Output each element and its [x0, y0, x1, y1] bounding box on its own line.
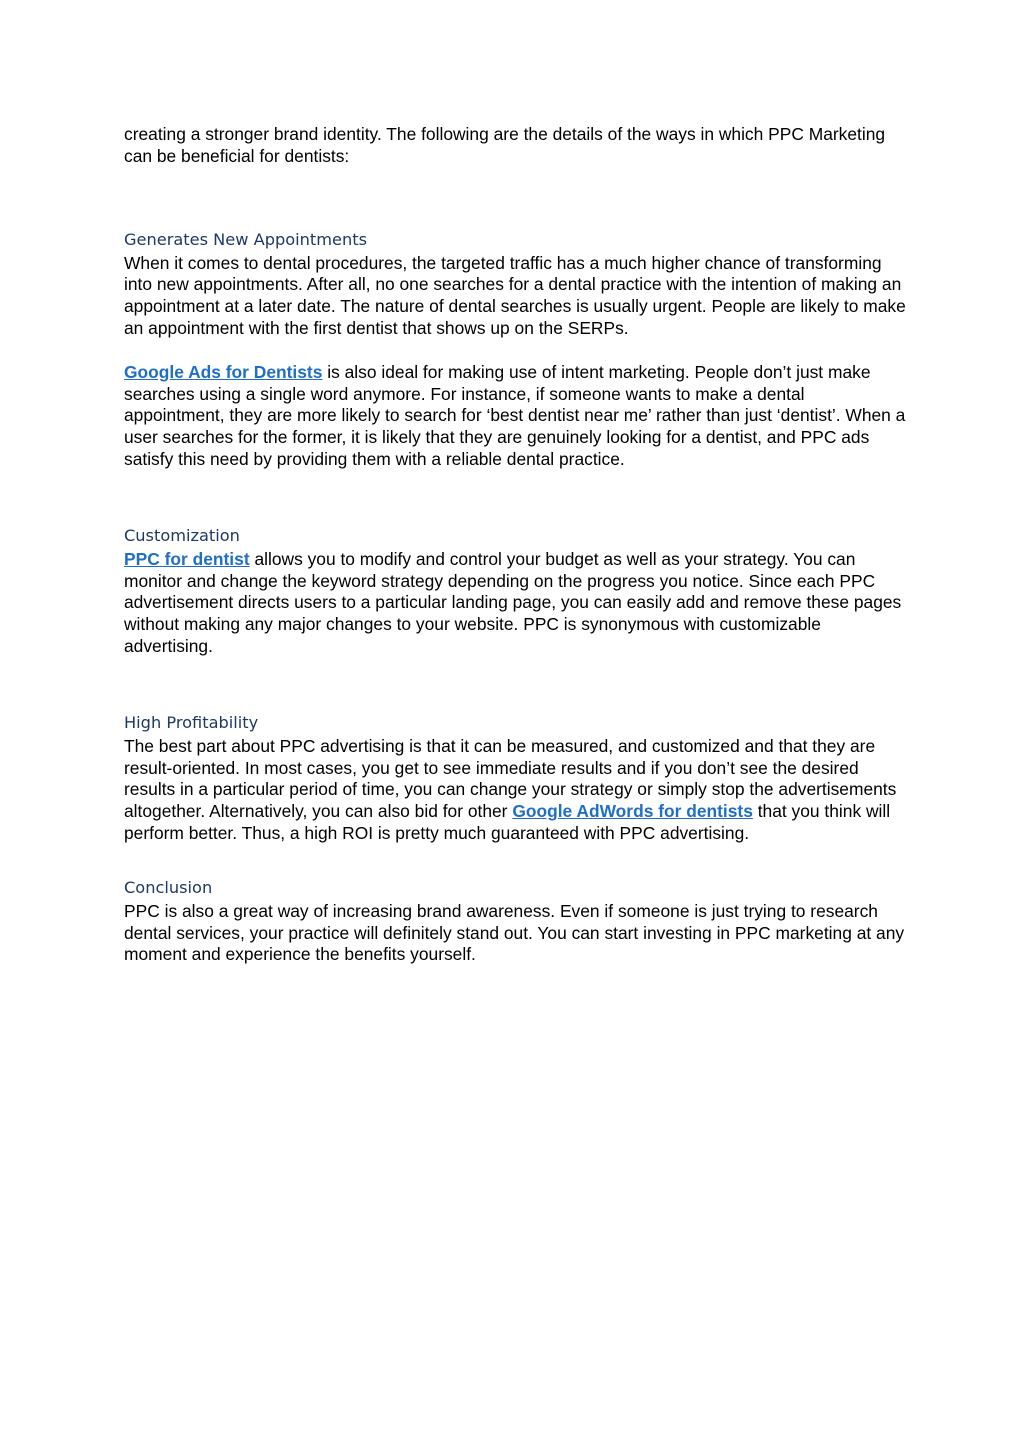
- google-ads-for-dentists-link[interactable]: Google Ads for Dentists: [124, 361, 323, 382]
- google-adwords-for-dentists-link[interactable]: Google AdWords for dentists: [512, 801, 753, 822]
- document-page: [124, 124, 909, 966]
- heading-conclusion: Conclusion: [124, 877, 213, 897]
- profitability-text-before: The best part about PPC advertising is that it can be measured, and customized and that they are result-oriented. In most cases, you get to see immediate results and if you don’t see the desired results in a particular period of time, you can change your strategy or simply stop the advertisements altogether. Alternatively, you can also bid for other: [124, 735, 897, 822]
- appointments-paragraph-2: [124, 362, 909, 471]
- conclusion-paragraph: PPC is also a great way of increasing brand awareness. Even if someone is just trying to research dental services, your practice will definitely stand out. You can start investing in PPC marketing at any moment and experience the benefits yourself.: [124, 900, 905, 965]
- profitability-text-after: that you think will perform better. Thus, a high ROI is pretty much guaranteed with PPC advertising.: [124, 801, 891, 843]
- heading-generates-new-appointments: Generates New Appointments: [124, 229, 368, 249]
- customization-paragraph-text: allows you to modify and control your budget as well as your strategy. You can monitor and change the keyword strategy depending on the progress you notice. Since each PPC advertisement directs users to a particular landing page, you can easily add and remove these pages without making any major changes to your website. PPC is synonymous with customizable advertising.: [124, 548, 902, 656]
- appointments-paragraph-1: When it comes to dental procedures, the targeted traffic has a much higher chance of transforming into new appointments. After all, no one searches for a dental practice with the intention of making an appointment at a later date. The nature of dental searches is usually urgent. People are likely to make an appointment with the first dentist that shows up on the SERPs.: [124, 252, 906, 338]
- ppc-for-dentist-link[interactable]: PPC for dentist: [124, 548, 250, 569]
- heading-customization: Customization: [124, 525, 240, 545]
- intro-paragraph: creating a stronger brand identity. The following are the details of the ways in which PPC Marketing can be beneficial for dentists:: [124, 124, 886, 166]
- appointments-paragraph-2-text: is also ideal for making use of intent marketing. People don’t just make searches using a single word anymore. For instance, if someone wants to make a dental appointment, they are more likely to search for ‘best dentist near me’ rather than just ‘dentist’. When a user searches for the former, it is likely that they are genuinely looking for a dentist, and PPC ads satisfy this need by providing them with a reliable dental practice.: [124, 361, 906, 469]
- heading-high-profitability: High Profitability: [124, 712, 259, 732]
- customization-paragraph: [124, 549, 909, 658]
- profitability-paragraph: [124, 736, 909, 845]
